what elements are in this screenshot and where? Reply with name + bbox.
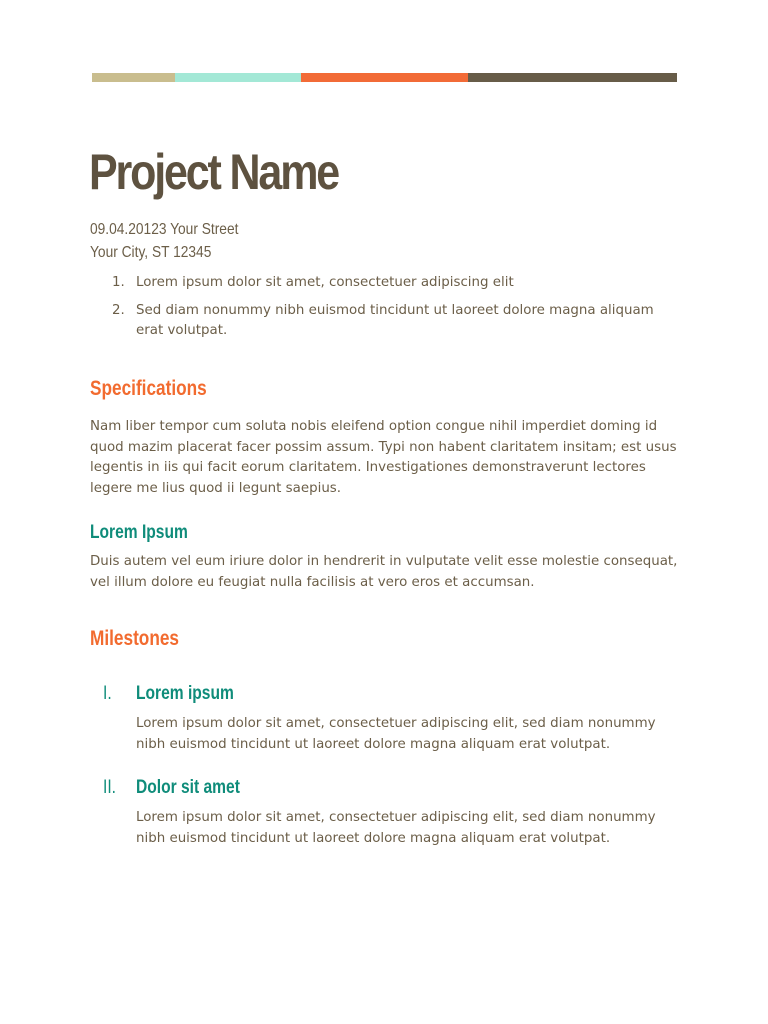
milestone-number: I.	[103, 683, 112, 704]
milestone-title[interactable]: Dolor sit amet	[136, 777, 240, 798]
page-title[interactable]: Project Name	[89, 144, 339, 200]
address-line-1[interactable]: 09.04.20123 Your Street	[90, 221, 239, 238]
milestone-description[interactable]: Lorem ipsum dolor sit amet, consectetuer adipiscing elit, sed diam nonummy nibh euismod tincidunt ut laoreet dolore magna aliquam erat volutpat.	[136, 716, 656, 752]
milestones-heading[interactable]: Milestones	[90, 627, 179, 650]
milestone-description[interactable]: Lorem ipsum dolor sit amet, consectetuer adipiscing elit, sed diam nonummy nibh euismod tincidunt ut laoreet dolore magna aliquam erat volutpat.	[136, 810, 656, 846]
address-block	[90, 218, 238, 264]
list-item[interactable]	[90, 301, 676, 342]
color-bar-brown-segment	[468, 73, 677, 82]
intro-numbered-list	[90, 273, 676, 349]
color-bar-orange-segment	[301, 73, 468, 82]
color-bar-mint-segment	[175, 73, 301, 82]
specifications-paragraph[interactable]: Nam liber tempor cum soluta nobis eleifend option congue nihil imperdiet doming id quod mazim placerat facer possim assum. Typi non habent claritatem insitam; est usus legentis in iis qui facit eorum claritatem. Investigationes demonstraverunt lectores legere me lius quod ii legunt saepius.	[90, 419, 677, 496]
list-item-number: 2.	[112, 302, 125, 318]
list-item-text: Sed diam nonummy nibh euismod tincidunt ut laoreet dolore magna aliquam erat volutpat.	[136, 302, 654, 338]
milestone-item	[90, 775, 680, 855]
list-item-text: Lorem ipsum dolor sit amet, consectetuer adipiscing elit	[136, 275, 514, 290]
lorem-ipsum-paragraph[interactable]: Duis autem vel eum iriure dolor in hendrerit in vulputate velit esse molestie consequat, vel illum dolore eu feugiat nulla facilisis at vero eros et accumsan.	[90, 554, 678, 590]
list-item[interactable]	[90, 273, 676, 294]
color-bar-tan-segment	[92, 73, 175, 82]
specifications-heading[interactable]: Specifications	[90, 377, 207, 400]
lorem-ipsum-heading[interactable]: Lorem Ipsum	[90, 522, 188, 543]
milestone-title[interactable]: Lorem ipsum	[136, 683, 234, 704]
decorative-color-bar	[92, 73, 677, 82]
milestone-item	[90, 681, 680, 761]
list-item-number: 1.	[112, 275, 125, 290]
address-line-2[interactable]: Your City, ST 12345	[90, 244, 212, 261]
milestone-number: II.	[103, 777, 116, 798]
